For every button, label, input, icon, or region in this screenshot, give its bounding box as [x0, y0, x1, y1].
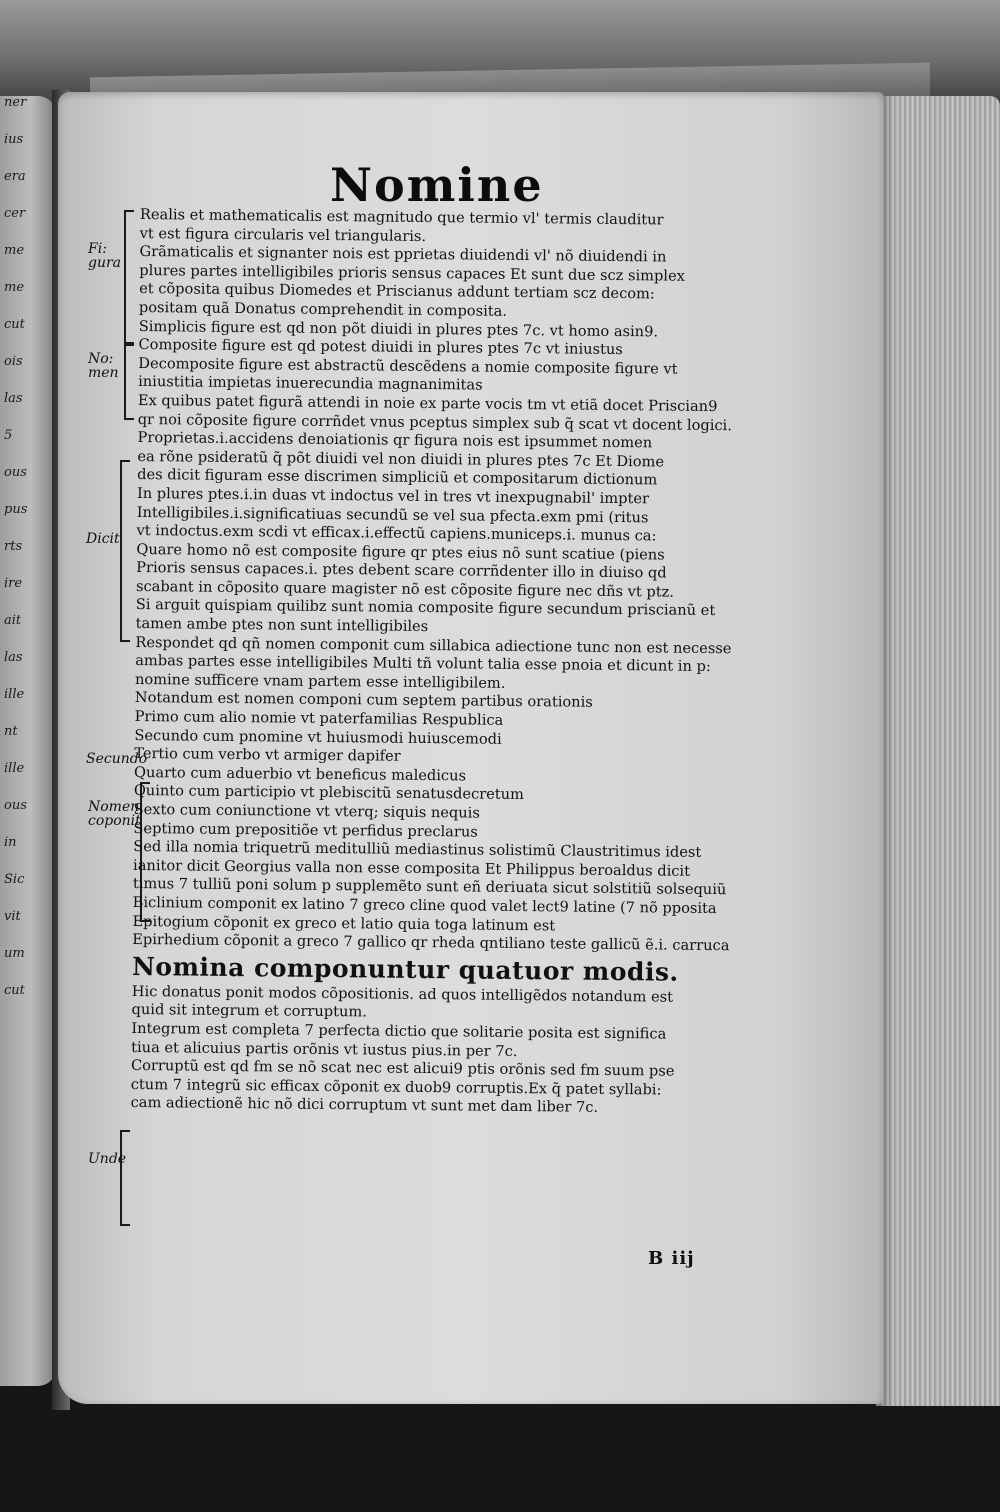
text-line: Ex quibus patet figurã attendi in noie ex parte vocis tm vt etiã docet Priscian9	[137, 391, 718, 415]
text-line: Epirhedium cõponit a greco 7 gallico qr rheda qntiliano teste gallicũ ẽ.i. carruca	[132, 931, 730, 955]
text-line: ctum 7 integrũ sic efficax cõponit ex duob9 corruptis.Ex q̃ patet syllabi:	[130, 1075, 662, 1099]
left-fragment: nt	[4, 725, 18, 739]
left-fragment: las	[4, 651, 23, 665]
text-line: Hic donatus ponit modos cõpositionis. ad quos intelligẽdos notandum est	[131, 982, 674, 1006]
left-fragment: cut	[4, 984, 25, 998]
text-line: Quinto cum participio vt plebiscitũ senatusdecretum	[133, 782, 525, 804]
bracket-unde	[120, 1130, 130, 1226]
margin-note-nomen: No: men	[88, 351, 119, 381]
text-line: Notandum est nomen componi cum septem partibus orationis	[134, 689, 593, 712]
text-line: quid sit integrum et corruptum.	[131, 1001, 368, 1021]
text-line: qr noi cõposite figure corrñdet vnus pceptus simplex sub q̃ scat vt docent logici.	[137, 410, 732, 434]
text-line: Decomposite figure est abstractũ descẽdens a nomie composite figure vt	[138, 354, 678, 378]
text-line: Sed illa nomia triquetrũ meditulliũ mediastinus solistimũ Claustritimus idest	[133, 838, 702, 862]
left-fragment: las	[4, 392, 23, 406]
left-fragment: rts	[4, 540, 23, 554]
text-line: Primo cum alio nomie vt paterfamilias Respublica	[134, 708, 504, 729]
text-line: Prioris sensus capaces.i. ptes debent scare corrñdenter illo in diuiso qd	[136, 559, 667, 582]
text-line: et cõposita quibus Diomedes et Priscianus addunt tertiam scz decom:	[139, 280, 655, 303]
text-line: vt indoctus.exm scdi vt efficax.i.effectũ capiens.municeps.i. munus ca:	[136, 522, 657, 545]
text-line: Proprietas.i.accidens denoiationis qr figura nois est ipsummet nomen	[137, 429, 653, 452]
left-fragment: cut	[4, 318, 25, 332]
text-line: Corruptũ est qd fm se nõ scat nec est alicui9 ptis orõnis sed fm suum pse	[130, 1057, 675, 1080]
left-fragment: ille	[4, 762, 25, 776]
text-line: ambas partes esse intelligibiles Multi tñ volunt talia esse pnoia et dicunt in p:	[135, 652, 711, 676]
text-line: In plures ptes.i.in duas vt indoctus vel in tres vt inexpugnabil' impter	[136, 484, 650, 508]
margin-note-dicit: Dicit	[86, 531, 120, 547]
left-fragment: ous	[4, 466, 27, 480]
text-line: Respondet qd qñ nomen componit cum sillabica adiectione tunc non est necesse	[135, 633, 732, 657]
section-heading: Nomina componuntur quatuor modis.	[131, 951, 679, 987]
left-fragment: in	[4, 836, 17, 850]
text-line: plures partes intelligibiles prioris sensus capaces Et sunt due scz simplex	[139, 261, 685, 285]
text-line: Intelligibiles.i.significatiuas secundũ se vel sua pfecta.exm pmi (ritus	[136, 503, 649, 526]
text-line: tiua et alicuius partis orõnis vt iustus pius.in per 7c.	[131, 1038, 518, 1060]
left-fragment: ille	[4, 688, 25, 702]
left-fragment: cer	[4, 207, 26, 221]
left-page-text-fragments	[4, 96, 28, 1021]
left-fragment: ire	[4, 577, 23, 591]
left-fragment: ois	[4, 355, 23, 369]
text-line: Grãmaticalis et signanter nois est pprietas diuidendi vl' nõ diuidendi in	[139, 243, 667, 266]
text-line: Quarto cum aduerbio vt beneficus maledicus	[133, 763, 467, 785]
body-text	[131, 206, 770, 1119]
left-fragment: ait	[4, 614, 22, 628]
margin-note-componitur: Nomen coponit	[88, 799, 141, 829]
left-fragment: pus	[4, 503, 28, 517]
margin-note-figura: Fi: gura	[88, 241, 122, 271]
page-edges	[876, 96, 1000, 1406]
text-line: Composite figure est qd potest diuidi in plures ptes 7c vt iniustus	[138, 336, 623, 359]
text-line: Tertio cum verbo vt armiger dapifer	[134, 745, 401, 765]
text-line: tamen ambe ptes non sunt intelligibiles	[135, 615, 429, 636]
text-line: Secundo cum pnomine vt huiusmodi huiuscemodi	[134, 726, 502, 748]
page-heading: Nomine	[330, 158, 544, 212]
text-line: positam quã Donatus comprehendit in composita.	[138, 298, 508, 320]
left-fragment: ner	[4, 96, 27, 110]
text-line: nomine sufficere vnam partem esse intelligibilem.	[134, 670, 506, 692]
text-line: Simplicis figure est qd non põt diuidi in plures ptes 7c. vt homo asin9.	[138, 317, 659, 340]
text-line: Epitogium cõponit ex greco et latio quia toga latinum est	[132, 912, 556, 934]
text-line: Sexto cum coniunctione vt vterq; siquis nequis	[133, 800, 480, 822]
text-line: Quare homo nõ est composite figure qr ptes eius nõ sunt scatiue (piens	[136, 540, 665, 564]
bracket-dicit	[120, 460, 130, 642]
signature-mark: B iij	[648, 1248, 695, 1269]
text-line: Integrum est completa 7 perfecta dictio que solitarie posita est significa	[131, 1019, 667, 1043]
left-fragment: 5	[4, 429, 13, 443]
text-line: iniustitia impietas inuerecundia magnanimitas	[138, 373, 483, 394]
text-line: Realis et mathematicalis est magnitudo que termio vl' termis clauditur	[139, 206, 664, 229]
text-line: Septimo cum prepositiõe vt perfidus preclarus	[133, 819, 478, 841]
text-line: ea rõne psideratũ q̃ põt diuidi vel non diuidi in plures ptes 7c Et Diome	[137, 447, 665, 471]
margin-note-unde: Unde	[88, 1151, 127, 1167]
left-fragment: um	[4, 947, 25, 961]
left-fragment: me	[4, 244, 25, 258]
left-fragment: vit	[4, 910, 21, 924]
left-fragment: Sic	[4, 873, 25, 887]
text-line: cam adiectionẽ hic nõ dici corruptum vt sunt met dam liber 7c.	[130, 1094, 599, 1117]
bracket-nomen	[124, 344, 134, 420]
text-line: scabant in cõposito quare magister nõ est cõposite figure nec dñs vt ptz.	[135, 577, 675, 601]
left-fragment: ous	[4, 799, 27, 813]
text-line: Biclinium componit ex latino 7 greco cline quod valet lect9 latine (7 nõ pposita	[132, 893, 717, 918]
text-line: Si arguit quispiam quilibz sunt nomia composite figure secundum priscianũ et	[135, 596, 716, 620]
margin-note-secundo: Secundo	[86, 751, 148, 767]
text-line: des dicit figuram esse discrimen simpliciũ et compositarum dictionum	[137, 466, 658, 489]
left-fragment: era	[4, 170, 26, 184]
left-fragment: ius	[4, 133, 24, 147]
bracket-figura	[124, 210, 134, 344]
text-line: ianitor dicit Georgius valla non esse composita Et Philippus beroaldus dicit	[133, 856, 691, 880]
text-line: timus 7 tulliũ poni solum p supplemẽto sunt eñ deriuata sicut solstitiũ solsequiũ	[132, 875, 727, 899]
left-fragment: me	[4, 281, 25, 295]
text-line: vt est figura circularis vel triangularis.	[139, 224, 427, 245]
